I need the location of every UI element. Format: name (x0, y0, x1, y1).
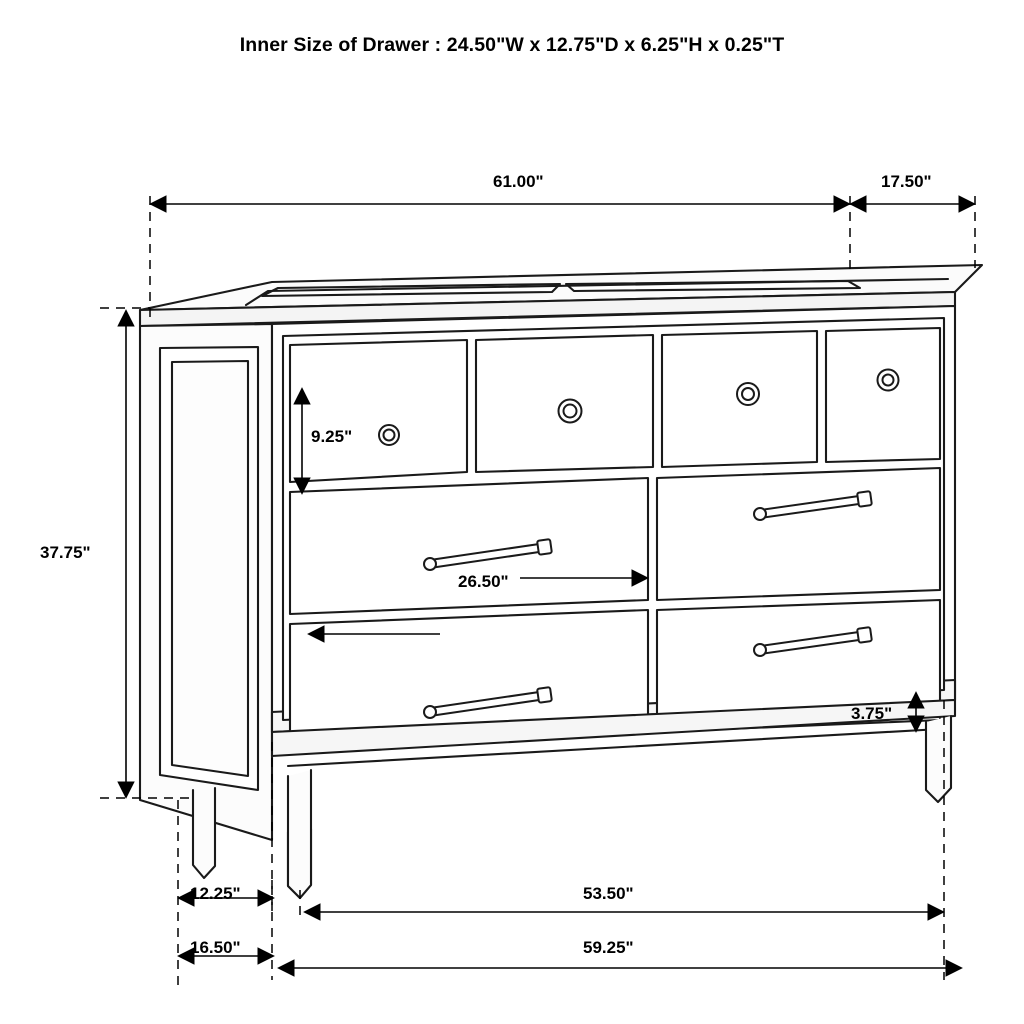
drawer-top-4 (826, 328, 940, 462)
label-leg-height: 3.75" (851, 704, 893, 723)
dresser-body (140, 265, 982, 898)
page-title: Inner Size of Drawer : 24.50"W x 12.75"D x 6.25"H x 0.25"T (239, 34, 785, 56)
leg-front-right (926, 716, 951, 802)
label-top-drawer-height: 9.25" (311, 427, 353, 446)
drawer-top-1 (290, 340, 467, 482)
drawer-middle-left (290, 478, 648, 614)
drawer-row-top (290, 328, 940, 482)
label-rear-foot-inset: 16.50" (190, 938, 241, 957)
label-drawer-width: 26.50" (458, 572, 509, 591)
base-and-legs (272, 700, 955, 898)
label-overall-width: 61.00" (493, 172, 544, 191)
drawer-middle-right (657, 468, 940, 600)
leg-front-left (288, 770, 311, 898)
label-overall-height: 37.75" (40, 543, 91, 562)
drawer-top-2 (476, 335, 653, 472)
drawer-top-3 (662, 331, 817, 467)
label-front-foot-inset: 12.25" (190, 884, 241, 903)
drawer-row-middle (290, 468, 940, 614)
label-front-case-width: 53.50" (583, 884, 634, 903)
label-side-depth: 17.50" (881, 172, 932, 191)
label-rear-case-width: 59.25" (583, 938, 634, 957)
